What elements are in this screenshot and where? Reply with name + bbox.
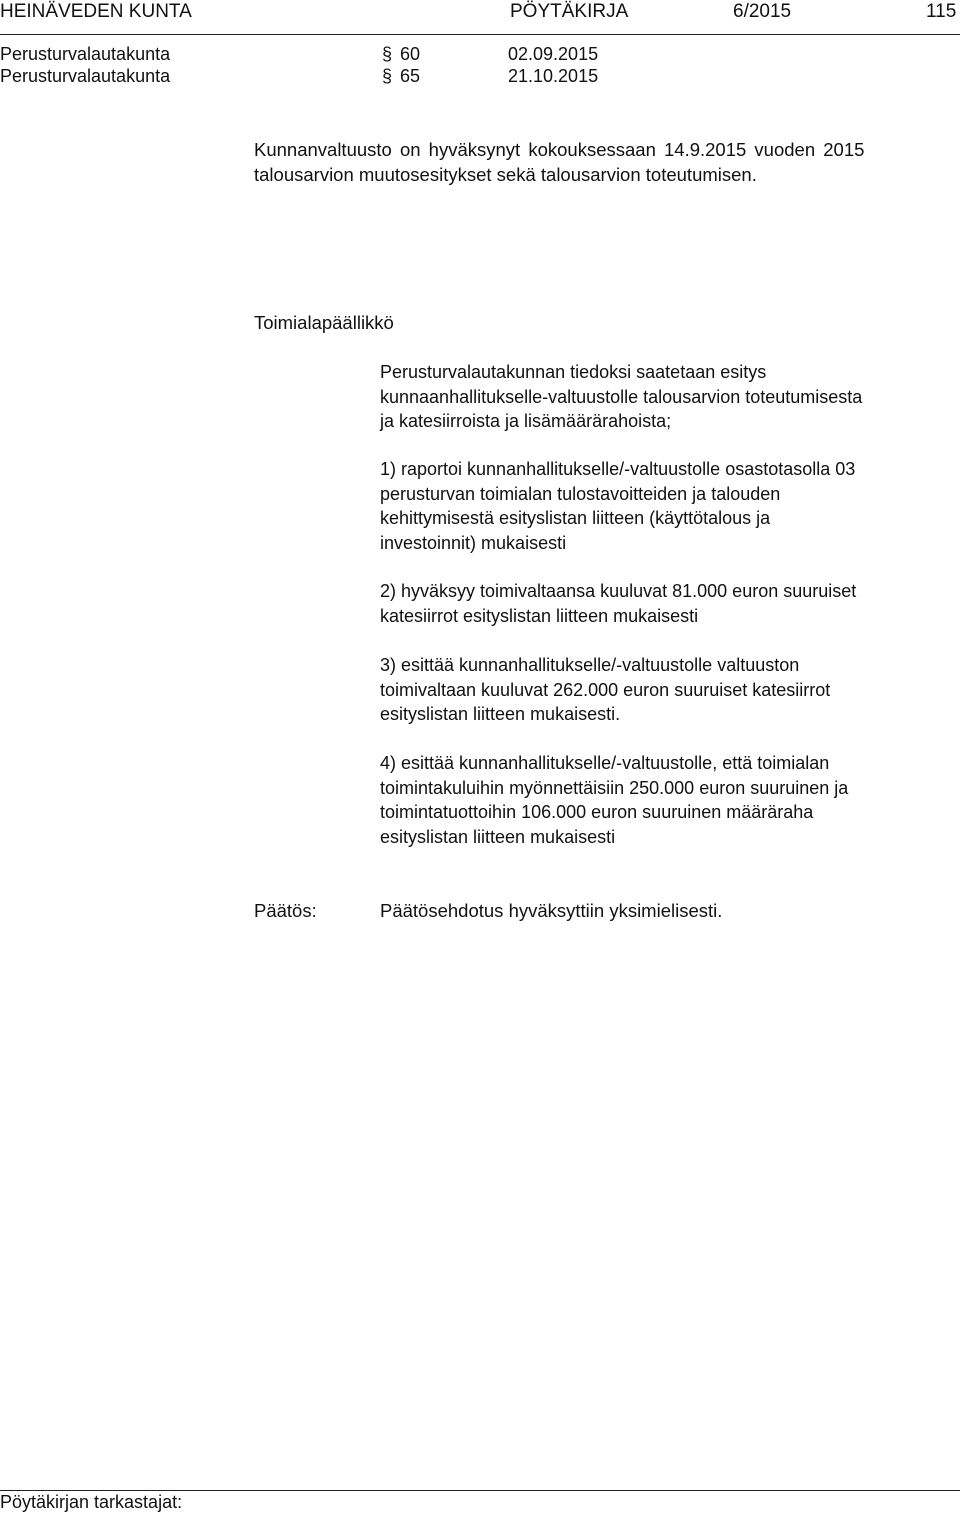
text-line: esityslistan liitteen mukaisesti. — [380, 704, 621, 724]
text-line: 2) hyväksyy toimivaltaansa kuuluvat 81.000 euron suuruiset — [380, 581, 857, 601]
document-type: PÖYTÄKIRJA — [510, 1, 629, 22]
text-line: toimivaltaan kuuluvat 262.000 euron suuruiset katesiirrot — [380, 679, 831, 700]
meeting-body: Perusturvalautakunta — [0, 66, 171, 86]
page-number: 115 — [926, 1, 957, 22]
section-symbol: § — [382, 44, 393, 64]
intro-line: talousarvion muutosesitykset sekä talousarvion toteutumisen. — [254, 163, 757, 185]
intro-line: Kunnanvaltuusto on hyväksynyt kokouksessaan 14.9.2015 vuoden 2015 — [254, 139, 865, 160]
text-line: toimintatuottoihin 106.000 euron suuruinen määräraha — [380, 802, 814, 822]
text-line: katesiirrot esityslistan liitteen mukaisesti — [380, 605, 699, 626]
proposer-label: Toimialapäällikkö — [254, 312, 394, 333]
section-number: 60 — [400, 44, 421, 64]
text-line: 3) esittää kunnanhallitukselle/-valtuustolle valtuuston — [380, 655, 800, 675]
meeting-date: 21.10.2015 — [508, 66, 599, 86]
decision-text: Päätösehdotus hyväksyttiin yksimielisesti. — [380, 900, 723, 921]
text-line: 4) esittää kunnanhallitukselle/-valtuustolle, että toimialan — [380, 753, 830, 773]
intro-paragraph — [254, 138, 864, 187]
header-divider — [0, 34, 960, 35]
meeting-date: 02.09.2015 — [508, 44, 599, 64]
proposal-item-4 — [380, 751, 848, 849]
decision-label: Päätös: — [254, 900, 317, 921]
issue-number: 6/2015 — [733, 1, 792, 22]
text-line: Perusturvalautakunnan tiedoksi saatetaan esitys — [380, 362, 767, 382]
proposal-item-1 — [380, 457, 855, 555]
proposal-intro-paragraph — [380, 360, 862, 434]
proposal-item-2 — [380, 579, 856, 628]
section-number: 65 — [400, 66, 421, 86]
text-line: ja katesiirroista ja lisämäärärahoista; — [380, 411, 672, 431]
section-symbol: § — [382, 66, 393, 86]
text-line: kunnaanhallitukselle-valtuustolle talousarvion toteutumisesta — [380, 386, 863, 407]
meeting-body: Perusturvalautakunta — [0, 44, 171, 64]
text-line: esityslistan liitteen mukaisesti — [380, 826, 616, 847]
text-line: kehittymisestä esityslistan liitteen (käyttötalous ja — [380, 508, 771, 528]
text-line: 1) raportoi kunnanhallitukselle/-valtuustolle osastotasolla 03 — [380, 459, 856, 479]
footer-reviewers-label: Pöytäkirjan tarkastajat: — [0, 1492, 183, 1512]
organization-name: HEINÄVEDEN KUNTA — [0, 1, 192, 22]
text-line: investoinnit) mukaisesti — [380, 532, 567, 553]
text-line: toimintakuluihin myönnettäisiin 250.000 euron suuruinen ja — [380, 777, 849, 798]
proposal-item-3 — [380, 653, 830, 727]
text-line: perusturvan toimialan tulostavoitteiden ja talouden — [380, 483, 781, 504]
